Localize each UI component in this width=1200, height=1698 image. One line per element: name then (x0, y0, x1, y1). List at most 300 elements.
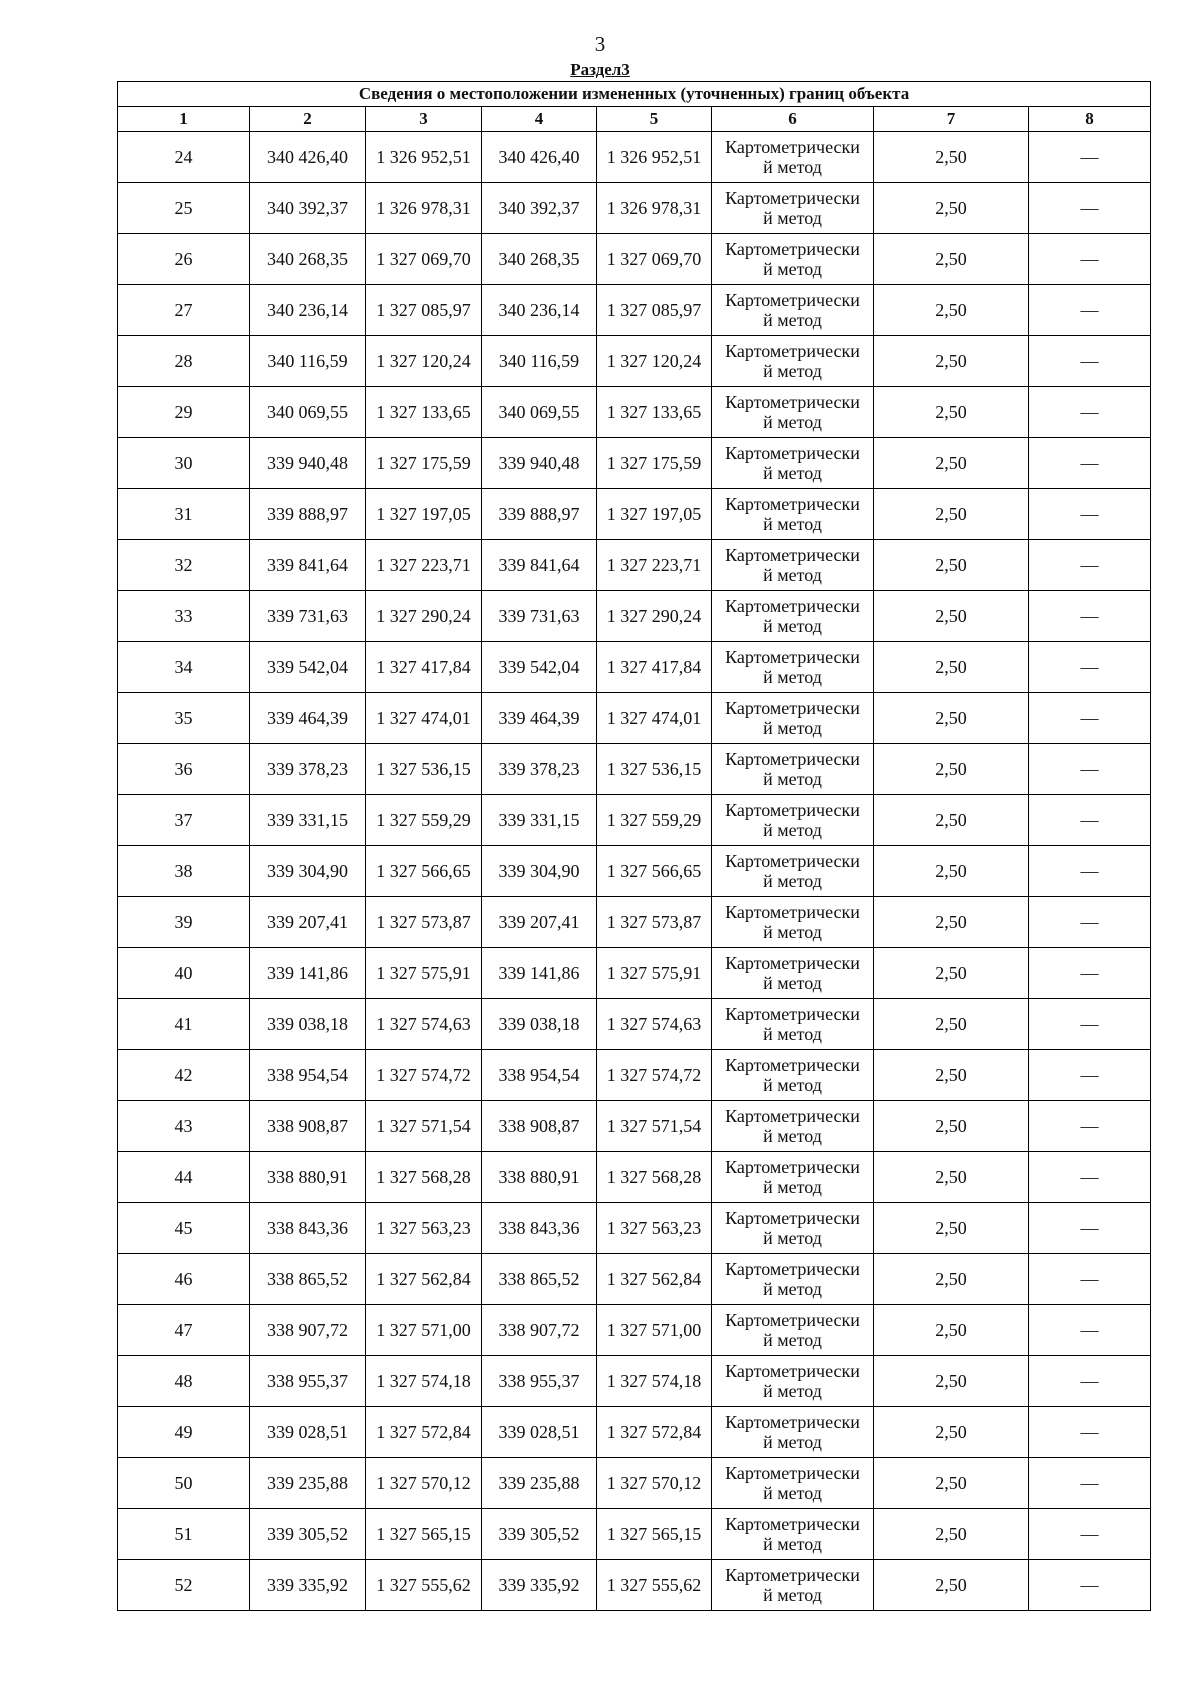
method-cell (712, 1152, 874, 1203)
x-new-cell: 339 028,51 (482, 1407, 597, 1458)
method-text-line: Картометрически (725, 1259, 860, 1279)
method-text-line: Картометрически (725, 1055, 860, 1075)
method-text-line: Картометрически (725, 1004, 860, 1024)
accuracy-cell: 2,50 (874, 1458, 1029, 1509)
x-new-cell: 338 907,72 (482, 1305, 597, 1356)
point-number-cell: 39 (118, 897, 250, 948)
table-caption-row (118, 82, 1151, 107)
table-row (118, 795, 1151, 846)
table-row (118, 132, 1151, 183)
method-text-line: Картометрически (725, 188, 860, 208)
point-number-cell: 38 (118, 846, 250, 897)
description-cell: — (1029, 234, 1151, 285)
column-number: 3 (366, 107, 482, 132)
table-row (118, 1458, 1151, 1509)
method-text-line: й метод (763, 157, 822, 177)
accuracy-cell: 2,50 (874, 1305, 1029, 1356)
x-old-cell: 339 331,15 (250, 795, 366, 846)
method-cell (712, 1509, 874, 1560)
y-old-cell: 1 327 572,84 (366, 1407, 482, 1458)
method-text-line: й метод (763, 259, 822, 279)
method-text-line: Картометрически (725, 800, 860, 820)
x-new-cell: 339 888,97 (482, 489, 597, 540)
description-cell: — (1029, 132, 1151, 183)
method-cell (712, 438, 874, 489)
table-row (118, 234, 1151, 285)
accuracy-cell: 2,50 (874, 234, 1029, 285)
description-cell: — (1029, 897, 1151, 948)
description-cell: — (1029, 1305, 1151, 1356)
y-new-cell: 1 327 568,28 (597, 1152, 712, 1203)
table-row (118, 387, 1151, 438)
method-text-line: Картометрически (725, 1157, 860, 1177)
x-old-cell: 340 069,55 (250, 387, 366, 438)
x-new-cell: 339 235,88 (482, 1458, 597, 1509)
method-text-line: Картометрически (725, 1412, 860, 1432)
x-old-cell: 339 305,52 (250, 1509, 366, 1560)
x-new-cell: 339 141,86 (482, 948, 597, 999)
accuracy-cell: 2,50 (874, 999, 1029, 1050)
method-text-line: Картометрически (725, 1106, 860, 1126)
y-new-cell: 1 327 175,59 (597, 438, 712, 489)
method-text-line: й метод (763, 922, 822, 942)
y-old-cell: 1 327 573,87 (366, 897, 482, 948)
point-number-cell: 51 (118, 1509, 250, 1560)
x-old-cell: 340 426,40 (250, 132, 366, 183)
y-old-cell: 1 327 474,01 (366, 693, 482, 744)
accuracy-cell: 2,50 (874, 1203, 1029, 1254)
method-text-line: й метод (763, 820, 822, 840)
method-cell (712, 285, 874, 336)
x-old-cell: 339 038,18 (250, 999, 366, 1050)
y-old-cell: 1 327 559,29 (366, 795, 482, 846)
description-cell: — (1029, 1356, 1151, 1407)
accuracy-cell: 2,50 (874, 948, 1029, 999)
table-row (118, 1356, 1151, 1407)
point-number-cell: 35 (118, 693, 250, 744)
description-cell: — (1029, 1458, 1151, 1509)
table-body (118, 132, 1151, 1611)
method-text-line: й метод (763, 514, 822, 534)
x-new-cell: 339 464,39 (482, 693, 597, 744)
table-row (118, 1203, 1151, 1254)
method-text-line: й метод (763, 412, 822, 432)
method-text-line: Картометрически (725, 545, 860, 565)
x-old-cell: 338 843,36 (250, 1203, 366, 1254)
x-old-cell: 339 888,97 (250, 489, 366, 540)
y-old-cell: 1 327 574,18 (366, 1356, 482, 1407)
method-text-line: Картометрически (725, 443, 860, 463)
y-old-cell: 1 327 562,84 (366, 1254, 482, 1305)
method-cell (712, 1254, 874, 1305)
y-old-cell: 1 327 197,05 (366, 489, 482, 540)
point-number-cell: 33 (118, 591, 250, 642)
table-row (118, 846, 1151, 897)
y-old-cell: 1 327 568,28 (366, 1152, 482, 1203)
accuracy-cell: 2,50 (874, 387, 1029, 438)
table-row (118, 1560, 1151, 1611)
y-old-cell: 1 326 952,51 (366, 132, 482, 183)
x-new-cell: 338 954,54 (482, 1050, 597, 1101)
y-new-cell: 1 327 571,00 (597, 1305, 712, 1356)
y-old-cell: 1 327 120,24 (366, 336, 482, 387)
method-text-line: Картометрически (725, 1361, 860, 1381)
column-number: 6 (712, 107, 874, 132)
point-number-cell: 47 (118, 1305, 250, 1356)
point-number-cell: 48 (118, 1356, 250, 1407)
accuracy-cell: 2,50 (874, 285, 1029, 336)
y-old-cell: 1 327 417,84 (366, 642, 482, 693)
accuracy-cell: 2,50 (874, 1050, 1029, 1101)
y-new-cell: 1 327 573,87 (597, 897, 712, 948)
x-old-cell: 339 731,63 (250, 591, 366, 642)
accuracy-cell: 2,50 (874, 897, 1029, 948)
x-new-cell: 339 304,90 (482, 846, 597, 897)
method-text-line: й метод (763, 208, 822, 228)
y-old-cell: 1 327 571,00 (366, 1305, 482, 1356)
point-number-cell: 34 (118, 642, 250, 693)
x-old-cell: 338 907,72 (250, 1305, 366, 1356)
point-number-cell: 44 (118, 1152, 250, 1203)
method-cell (712, 642, 874, 693)
accuracy-cell: 2,50 (874, 1101, 1029, 1152)
point-number-cell: 30 (118, 438, 250, 489)
y-old-cell: 1 327 223,71 (366, 540, 482, 591)
description-cell: — (1029, 387, 1151, 438)
point-number-cell: 40 (118, 948, 250, 999)
method-text-line: Картометрически (725, 647, 860, 667)
x-new-cell: 339 378,23 (482, 744, 597, 795)
method-text-line: й метод (763, 565, 822, 585)
x-old-cell: 340 392,37 (250, 183, 366, 234)
method-cell (712, 744, 874, 795)
method-cell (712, 183, 874, 234)
description-cell: — (1029, 948, 1151, 999)
table-row (118, 438, 1151, 489)
method-text-line: Картометрически (725, 851, 860, 871)
method-text-line: Картометрически (725, 698, 860, 718)
x-new-cell: 339 841,64 (482, 540, 597, 591)
y-new-cell: 1 327 559,29 (597, 795, 712, 846)
method-cell (712, 1458, 874, 1509)
method-text-line: й метод (763, 1330, 822, 1350)
method-cell (712, 1050, 874, 1101)
method-cell (712, 132, 874, 183)
method-text-line: й метод (763, 616, 822, 636)
x-old-cell: 339 141,86 (250, 948, 366, 999)
point-number-cell: 50 (118, 1458, 250, 1509)
method-text-line: Картометрически (725, 596, 860, 616)
column-number: 8 (1029, 107, 1151, 132)
accuracy-cell: 2,50 (874, 1560, 1029, 1611)
x-old-cell: 338 955,37 (250, 1356, 366, 1407)
y-new-cell: 1 327 571,54 (597, 1101, 712, 1152)
description-cell: — (1029, 846, 1151, 897)
x-new-cell: 339 038,18 (482, 999, 597, 1050)
x-old-cell: 339 207,41 (250, 897, 366, 948)
method-cell (712, 846, 874, 897)
x-new-cell: 339 207,41 (482, 897, 597, 948)
method-text-line: й метод (763, 361, 822, 381)
x-old-cell: 338 908,87 (250, 1101, 366, 1152)
point-number-cell: 28 (118, 336, 250, 387)
y-new-cell: 1 327 562,84 (597, 1254, 712, 1305)
description-cell: — (1029, 744, 1151, 795)
x-new-cell: 340 392,37 (482, 183, 597, 234)
x-old-cell: 338 954,54 (250, 1050, 366, 1101)
description-cell: — (1029, 999, 1151, 1050)
table-row (118, 336, 1151, 387)
point-number-cell: 26 (118, 234, 250, 285)
y-new-cell: 1 327 572,84 (597, 1407, 712, 1458)
description-cell: — (1029, 1509, 1151, 1560)
x-new-cell: 340 116,59 (482, 336, 597, 387)
method-text-line: Картометрически (725, 1310, 860, 1330)
y-new-cell: 1 327 565,15 (597, 1509, 712, 1560)
method-cell (712, 387, 874, 438)
y-old-cell: 1 327 571,54 (366, 1101, 482, 1152)
column-number: 2 (250, 107, 366, 132)
x-old-cell: 340 268,35 (250, 234, 366, 285)
boundary-coordinates-table (117, 81, 1151, 1611)
y-old-cell: 1 327 085,97 (366, 285, 482, 336)
method-text-line: й метод (763, 1279, 822, 1299)
method-text-line: й метод (763, 1381, 822, 1401)
method-text-line: Картометрически (725, 494, 860, 514)
method-text-line: Картометрически (725, 1463, 860, 1483)
table-row (118, 1152, 1151, 1203)
y-new-cell: 1 327 574,72 (597, 1050, 712, 1101)
method-text-line: Картометрически (725, 1208, 860, 1228)
method-cell (712, 1356, 874, 1407)
method-text-line: й метод (763, 718, 822, 738)
x-old-cell: 339 841,64 (250, 540, 366, 591)
x-new-cell: 339 731,63 (482, 591, 597, 642)
description-cell: — (1029, 1254, 1151, 1305)
method-text-line: й метод (763, 667, 822, 687)
method-cell (712, 693, 874, 744)
point-number-cell: 43 (118, 1101, 250, 1152)
x-new-cell: 339 331,15 (482, 795, 597, 846)
x-new-cell: 338 880,91 (482, 1152, 597, 1203)
column-number: 4 (482, 107, 597, 132)
method-text-line: й метод (763, 1126, 822, 1146)
method-text-line: й метод (763, 1177, 822, 1197)
description-cell: — (1029, 591, 1151, 642)
y-new-cell: 1 327 575,91 (597, 948, 712, 999)
column-number: 7 (874, 107, 1029, 132)
point-number-cell: 37 (118, 795, 250, 846)
x-old-cell: 340 116,59 (250, 336, 366, 387)
description-cell: — (1029, 642, 1151, 693)
y-new-cell: 1 327 417,84 (597, 642, 712, 693)
method-cell (712, 336, 874, 387)
method-text-line: й метод (763, 1024, 822, 1044)
method-text-line: Картометрически (725, 1514, 860, 1534)
table-row (118, 693, 1151, 744)
method-text-line: й метод (763, 973, 822, 993)
accuracy-cell: 2,50 (874, 795, 1029, 846)
x-old-cell: 338 880,91 (250, 1152, 366, 1203)
method-cell (712, 1305, 874, 1356)
y-old-cell: 1 327 574,63 (366, 999, 482, 1050)
description-cell: — (1029, 1101, 1151, 1152)
y-new-cell: 1 327 474,01 (597, 693, 712, 744)
y-new-cell: 1 327 536,15 (597, 744, 712, 795)
method-cell (712, 540, 874, 591)
accuracy-cell: 2,50 (874, 693, 1029, 744)
point-number-cell: 31 (118, 489, 250, 540)
table-row (118, 591, 1151, 642)
method-text-line: й метод (763, 1228, 822, 1248)
table-row (118, 642, 1151, 693)
table-caption: Сведения о местоположении измененных (уточненных) границ объекта (118, 82, 1151, 107)
accuracy-cell: 2,50 (874, 744, 1029, 795)
table-row (118, 183, 1151, 234)
accuracy-cell: 2,50 (874, 642, 1029, 693)
accuracy-cell: 2,50 (874, 1407, 1029, 1458)
description-cell: — (1029, 795, 1151, 846)
accuracy-cell: 2,50 (874, 591, 1029, 642)
accuracy-cell: 2,50 (874, 489, 1029, 540)
table-row (118, 1407, 1151, 1458)
table-row (118, 897, 1151, 948)
method-cell (712, 999, 874, 1050)
point-number-cell: 45 (118, 1203, 250, 1254)
accuracy-cell: 2,50 (874, 438, 1029, 489)
x-old-cell: 339 542,04 (250, 642, 366, 693)
description-cell: — (1029, 1560, 1151, 1611)
table-row (118, 489, 1151, 540)
y-new-cell: 1 327 574,63 (597, 999, 712, 1050)
table-row (118, 1101, 1151, 1152)
y-old-cell: 1 327 575,91 (366, 948, 482, 999)
method-cell (712, 1560, 874, 1611)
y-old-cell: 1 327 133,65 (366, 387, 482, 438)
point-number-cell: 27 (118, 285, 250, 336)
description-cell: — (1029, 1152, 1151, 1203)
table-row (118, 1254, 1151, 1305)
description-cell: — (1029, 183, 1151, 234)
y-old-cell: 1 327 290,24 (366, 591, 482, 642)
x-new-cell: 338 865,52 (482, 1254, 597, 1305)
method-cell (712, 1203, 874, 1254)
table-row (118, 540, 1151, 591)
method-text-line: Картометрически (725, 1565, 860, 1585)
y-new-cell: 1 327 555,62 (597, 1560, 712, 1611)
y-old-cell: 1 327 565,15 (366, 1509, 482, 1560)
accuracy-cell: 2,50 (874, 1254, 1029, 1305)
method-text-line: Картометрически (725, 749, 860, 769)
y-new-cell: 1 326 978,31 (597, 183, 712, 234)
method-cell (712, 234, 874, 285)
method-text-line: Картометрически (725, 902, 860, 922)
y-new-cell: 1 326 952,51 (597, 132, 712, 183)
x-new-cell: 340 268,35 (482, 234, 597, 285)
y-new-cell: 1 327 574,18 (597, 1356, 712, 1407)
x-new-cell: 340 426,40 (482, 132, 597, 183)
table-row (118, 285, 1151, 336)
x-new-cell: 339 335,92 (482, 1560, 597, 1611)
description-cell: — (1029, 1050, 1151, 1101)
y-new-cell: 1 327 069,70 (597, 234, 712, 285)
table-row (118, 999, 1151, 1050)
point-number-cell: 32 (118, 540, 250, 591)
y-old-cell: 1 327 563,23 (366, 1203, 482, 1254)
x-old-cell: 339 335,92 (250, 1560, 366, 1611)
method-text-line: й метод (763, 310, 822, 330)
method-text-line: й метод (763, 1585, 822, 1605)
y-new-cell: 1 327 566,65 (597, 846, 712, 897)
method-text-line: й метод (763, 871, 822, 891)
method-cell (712, 1407, 874, 1458)
x-new-cell: 338 843,36 (482, 1203, 597, 1254)
method-text-line: Картометрически (725, 953, 860, 973)
section-title: Раздел3 (570, 60, 630, 79)
description-cell: — (1029, 285, 1151, 336)
method-text-line: й метод (763, 1483, 822, 1503)
y-old-cell: 1 327 570,12 (366, 1458, 482, 1509)
point-number-cell: 24 (118, 132, 250, 183)
method-cell (712, 591, 874, 642)
method-text-line: Картометрически (725, 341, 860, 361)
accuracy-cell: 2,50 (874, 336, 1029, 387)
method-text-line: й метод (763, 1075, 822, 1095)
method-text-line: й метод (763, 1534, 822, 1554)
x-new-cell: 339 542,04 (482, 642, 597, 693)
x-new-cell: 340 069,55 (482, 387, 597, 438)
method-text-line: Картометрически (725, 239, 860, 259)
x-new-cell: 338 908,87 (482, 1101, 597, 1152)
accuracy-cell: 2,50 (874, 183, 1029, 234)
x-old-cell: 339 028,51 (250, 1407, 366, 1458)
y-new-cell: 1 327 133,65 (597, 387, 712, 438)
point-number-cell: 29 (118, 387, 250, 438)
method-cell (712, 948, 874, 999)
point-number-cell: 49 (118, 1407, 250, 1458)
description-cell: — (1029, 489, 1151, 540)
method-cell (712, 897, 874, 948)
accuracy-cell: 2,50 (874, 540, 1029, 591)
y-old-cell: 1 327 566,65 (366, 846, 482, 897)
y-new-cell: 1 327 563,23 (597, 1203, 712, 1254)
accuracy-cell: 2,50 (874, 846, 1029, 897)
method-text-line: Картометрически (725, 290, 860, 310)
table-row (118, 744, 1151, 795)
point-number-cell: 52 (118, 1560, 250, 1611)
description-cell: — (1029, 693, 1151, 744)
table-row (118, 1305, 1151, 1356)
description-cell: — (1029, 1407, 1151, 1458)
table-row (118, 1509, 1151, 1560)
x-old-cell: 339 378,23 (250, 744, 366, 795)
table-row (118, 1050, 1151, 1101)
method-cell (712, 489, 874, 540)
y-new-cell: 1 327 120,24 (597, 336, 712, 387)
point-number-cell: 41 (118, 999, 250, 1050)
x-new-cell: 339 305,52 (482, 1509, 597, 1560)
method-text-line: Картометрически (725, 137, 860, 157)
x-new-cell: 339 940,48 (482, 438, 597, 489)
y-old-cell: 1 327 555,62 (366, 1560, 482, 1611)
description-cell: — (1029, 336, 1151, 387)
point-number-cell: 46 (118, 1254, 250, 1305)
x-old-cell: 338 865,52 (250, 1254, 366, 1305)
description-cell: — (1029, 540, 1151, 591)
point-number-cell: 25 (118, 183, 250, 234)
method-cell (712, 795, 874, 846)
y-old-cell: 1 327 069,70 (366, 234, 482, 285)
